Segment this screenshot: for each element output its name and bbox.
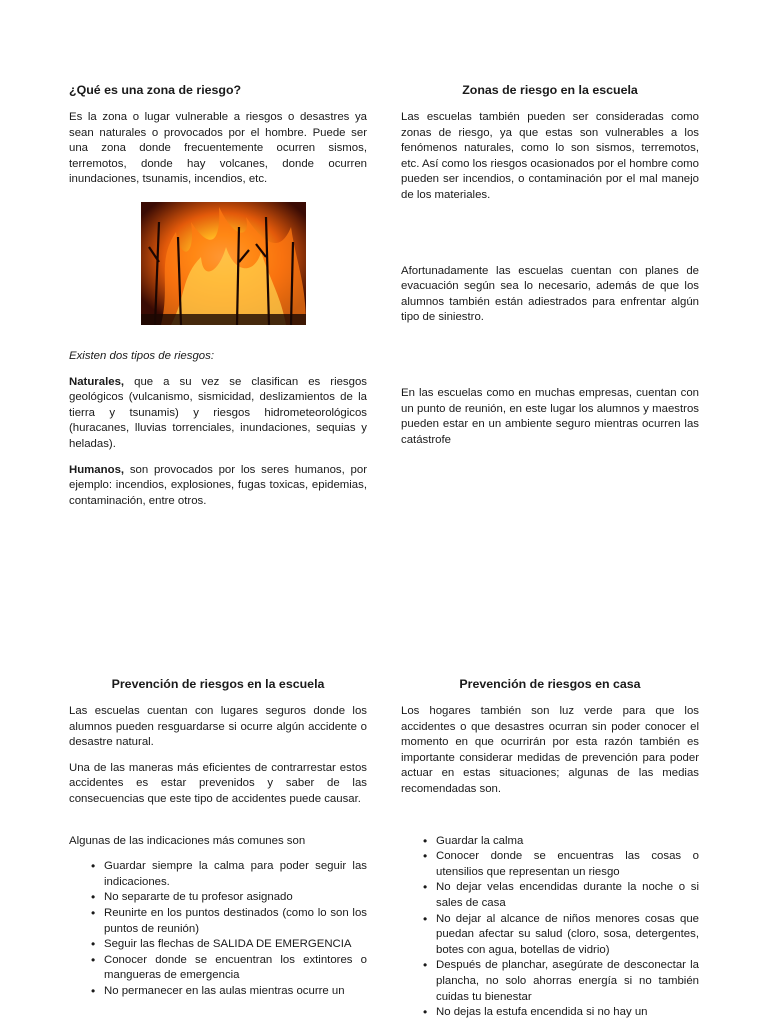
section-school-prevention <box>69 676 367 1000</box>
indications-intro: Algunas de las indicaciones más comunes son <box>69 834 306 847</box>
section-title: Prevención de riesgos en casa <box>459 677 641 691</box>
school-indications-list <box>69 859 367 999</box>
section-school-risk-zones <box>401 82 699 458</box>
section-what-is-risk-zone <box>69 82 367 519</box>
school-vulnerability-paragraph: Las escuelas también pueden ser consideradas como zonas de riesgo, ya que estas son vulnerables a los fenómenos naturales, como lo son sismos, terremotos, etc. Así como los riesgos ocasionados por el hombre como pueden ser incendios, o contaminación por el mal manejo de los materiales. <box>401 111 699 201</box>
list-item: • Reunirte en los puntos destinados (como lo son los puntos de reunión) <box>104 906 367 937</box>
natural-risks-paragraph <box>69 375 367 453</box>
list-item: • Conocer donde se encuentras las cosas o utensilios que representan un riesgo <box>436 849 699 880</box>
list-item: • No dejar al alcance de niños menores cosas que puedan afectar su salud (cloro, sosa, detergentes, botes con agua, botellas de vidrio) <box>436 912 699 959</box>
list-item: • Seguir las flechas de SALIDA DE EMERGENCIA <box>104 937 367 953</box>
forest-fire-image <box>141 202 306 325</box>
list-item: • No dejas la estufa encendida si no hay un <box>436 1005 699 1021</box>
natural-risks-text: que a su vez se clasifican es riesgos geológicos (vulcanismo, sismicidad, deslizamientos de la tierra y tsunamis) y riesgos hidrometeorológicos (huracanes, lluvias torrenciales, inundaciones, sequias y heladas). <box>69 375 367 450</box>
risk-types-intro: Existen dos tipos de riesgos: <box>69 349 214 362</box>
meeting-point-paragraph: En las escuelas como en muchas empresas, cuentan con un punto de reunión, en este lugar los alumnos y maestros pueden estar en un ambiente seguro mientras ocurren las catástrofe <box>401 386 699 446</box>
section-title: ¿Qué es una zona de riesgo? <box>69 83 242 97</box>
prevention-paragraph: Una de las maneras más eficientes de contrarrestar estos accidentes es estar prevenidos y saber de las consecuencias que este tipo de accidentes puede causar. <box>69 761 367 805</box>
list-item: • No separarte de tu profesor asignado <box>104 890 367 906</box>
human-risks-text: son provocados por los seres humanos, por ejemplo: incendios, explosiones, fugas toxicas, epidemias, contaminación, entre otros. <box>69 463 367 507</box>
list-item: • Conocer donde se encuentran los extintores o mangueras de emergencia <box>104 953 367 984</box>
home-recommendations-list <box>401 834 699 1021</box>
list-item: • Guardar la calma <box>436 834 699 850</box>
section-title: Zonas de riesgo en la escuela <box>462 83 638 97</box>
definition-paragraph: Es la zona o lugar vulnerable a riesgos o desastres ya sean naturales o provocados por el hombre. Puede ser una zona donde frecuentemente ocurren sismos, terremotos, donde hay volcanes, donde ocurren inundaciones, tsunamis, incendios, etc. <box>69 111 367 186</box>
section-home-prevention <box>401 676 699 1021</box>
human-risks-label: Humanos, <box>69 463 125 476</box>
section-title: Prevención de riesgos en la escuela <box>111 677 325 691</box>
list-item: • No permanecer en las aulas mientras ocurre un <box>104 984 367 1000</box>
natural-risks-label: Naturales, <box>69 375 125 388</box>
evacuation-plans-paragraph: Afortunadamente las escuelas cuentan con planes de evacuación según sea lo necesario, además de que los alumnos también están adiestrados para enfrentar algún tipo de siniestro. <box>401 264 699 324</box>
list-item: • Guardar siempre la calma para poder seguir las indicaciones. <box>104 859 367 890</box>
safe-places-paragraph: Las escuelas cuentan con lugares seguros donde los alumnos pueden resguardarse si ocurre algún accidente o desastre natural. <box>69 705 367 749</box>
human-risks-paragraph <box>69 463 367 510</box>
home-risk-paragraph: Los hogares también son luz verde para que los accidentes o que desastres ocurran sin poder conocer el momento en que ocurrirán por esta razón también es importante considerar medidas de prevención para poder actuar en estas situaciones; algunas de las medias recomendadas son. <box>401 705 699 795</box>
list-item: • No dejar velas encendidas durante la noche o si sales de casa <box>436 880 699 911</box>
list-item: • Después de planchar, asegúrate de desconectar la plancha, no solo ahorras energía si no también cuidas tu bienestar <box>436 958 699 1005</box>
